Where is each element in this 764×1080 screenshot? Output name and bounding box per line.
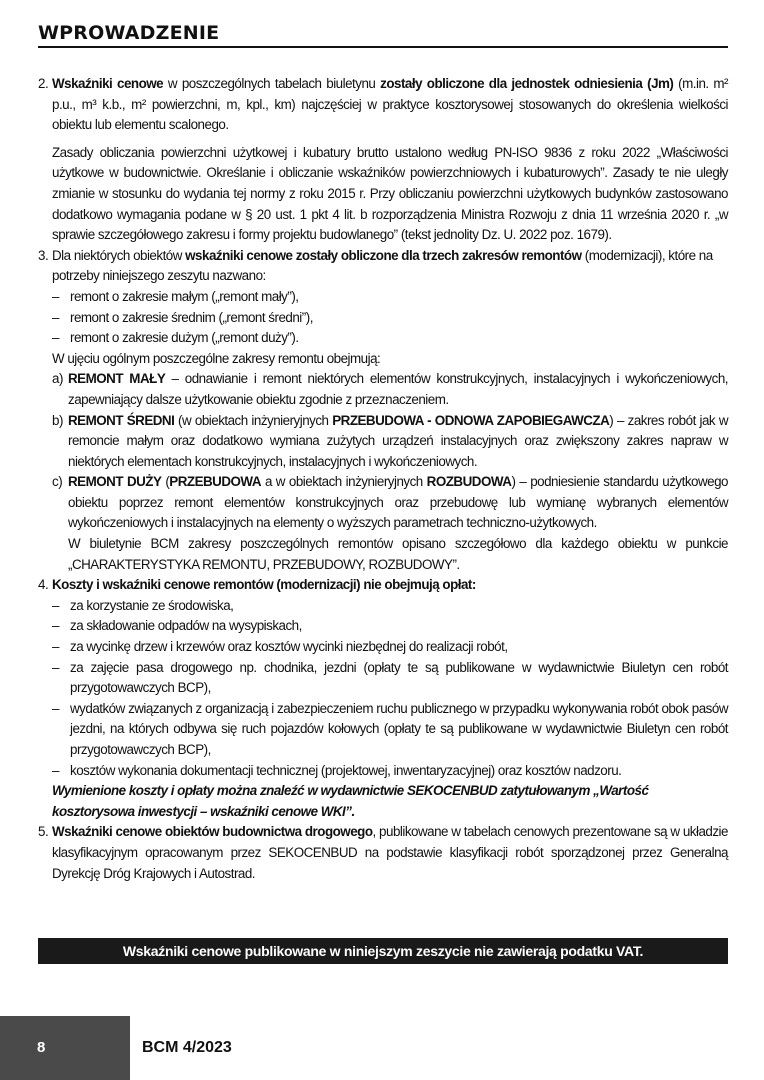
- list-item: – za zajęcie pasa drogowego np. chodnika, jezdni (opłaty te są publikowane w wydawnictwie Biuletyn cen robót przygotowawczych BCP),: [52, 659, 728, 696]
- header-rule: [38, 46, 728, 48]
- text: (m.in. m² p.u., m³ k.b., m² powierzchni, m, kpl., km) najczęściej w praktyce kosztorysowej stosowanych do określenia wielkości obiektu lub elementu scalonego.: [52, 76, 729, 133]
- point-4-note: Wymienione koszty i opłaty można znaleźć w wydawnictwie SEKOCENBUD zatytułowanym „Wartość kosztorysowa inwestycji – wskaźniki cenowe WKI”.: [52, 783, 649, 819]
- point-3-text: Dla niektórych obiektów wskaźniki cenowe zostały obliczone dla trzech zakresów remontów (modernizacji), które na potrzeby niniejszego zeszytu nazwano:: [52, 247, 713, 284]
- sub-item-b: b) REMONT ŚREDNI (w obiektach inżynieryjnych PRZEBUDOWA - ODNOWA ZAPOBIEGAWCZA) – zakres robót jak w remoncie małym oraz dodatkowo wymiana zużytych urządzeń instalacyjnych oraz zwiększony zakres napraw w niektórych elementach konstrukcyjnych, instalacyjnych i wykończeniowych.: [38, 411, 728, 473]
- lead-text: W ujęciu ogólnym poszczególne zakresy remontu obejmują:: [52, 350, 381, 366]
- bold-text: PRZEBUDOWA - ODNOWA ZAPOBIEGAWCZA: [332, 412, 610, 428]
- page-title: WPROWADZENIE: [38, 22, 220, 44]
- list-item: – kosztów wykonania dokumentacji technicznej (projektowej, inwentaryzacyjnej) oraz kosztów nadzoru.: [52, 762, 622, 778]
- vat-notice-bar: Wskaźniki cenowe publikowane w niniejszym zeszycie nie zawierają podatku VAT.: [38, 938, 728, 964]
- bold-text: PRZEBUDOWA: [169, 474, 262, 490]
- sub-item-c: c) REMONT DUŻY (PRZEBUDOWA a w obiektach inżynieryjnych ROZBUDOWA) – podniesienie standardu użytkowego obiektu poprzez remont elementów konstrukcyjnych oraz przebudowę lub wymianę wybranych elementów wykończeniowych i instalacyjnych na elementy o wyższych parametrach techniczno-użytkowych. W biuletynie BCM zakresy poszczególnych remontów opisano szczegółowo dla każdego obiektu w punkcie „CHARAKTERYSTYKA REMONTU, PRZEBUDOWY, ROZBUDOWY”.: [38, 472, 728, 575]
- bold-text: REMONT DUŻY: [68, 474, 162, 490]
- list-item: – remont o zakresie dużym („remont duży”).: [52, 330, 299, 346]
- point-4-title: Koszty i wskaźniki cenowe remontów (modernizacji) nie obejmują opłat:: [52, 577, 476, 593]
- list-item: – remont o zakresie średnim („remont średni”),: [52, 309, 313, 325]
- content: [38, 74, 728, 884]
- bold-text: wskaźniki cenowe zostały obliczone dla trzech zakresów remontów: [185, 247, 582, 263]
- list-item: – remont o zakresie małym („remont mały”),: [52, 288, 299, 304]
- point-2-text: [52, 74, 728, 136]
- bold-text: zostały obliczone dla jednostek odniesienia (Jm): [380, 76, 674, 91]
- point-number: 4.: [38, 577, 49, 593]
- c-note: W biuletynie BCM zakresy poszczególnych remontów opisano szczegółowo dla każdego obiektu w punkcie „CHARAKTERYSTYKA REMONTU, PRZEBUDOWY, ROZBUDOWY”.: [68, 536, 728, 572]
- bold-text: ROZBUDOWA: [426, 474, 512, 490]
- point-3: [38, 246, 728, 287]
- point-5: 5. Wskaźniki cenowe obiektów budownictwa drogowego, publikowane w tabelach cenowych prezentowane są w układzie klasyfikacyjnym opracowanym przez SEKOCENBUD na podstawie klasyfikacji robót sporządzonej przez Generalną Dyrekcję Dróg Krajowych i Autostrad.: [38, 822, 728, 884]
- list-item: – za wycinkę drzew i krzewów oraz kosztów wycinki niezbędnej do realizacji robót,: [52, 639, 508, 655]
- bold-text: Wskaźniki cenowe: [52, 76, 164, 91]
- sub-item-a: a) REMONT MAŁY – odnawianie i remont niektórych elementów konstrukcyjnych, instalacyjnych i wykończeniowych, zapewniający dalsze użytkowanie obiektu zgodnie z przeznaczeniem.: [38, 369, 728, 410]
- point-4: [38, 575, 728, 596]
- footer: [0, 1016, 764, 1080]
- point-number: 5.: [38, 824, 49, 840]
- list-item: – wydatków związanych z organizacją i zabezpieczeniem ruchu publicznego w przypadku wykonywania robót obok pasów jezdni, na których odbywa się ruch pojazdów kołowych (opłaty te są publikowane w wydawnictwie Biuletyn cen robót przygotowawczych BCP),: [52, 700, 728, 757]
- page-number: 8: [0, 1016, 130, 1080]
- bold-text: REMONT ŚREDNI: [68, 412, 175, 428]
- list-item: – za składowanie odpadów na wysypiskach,: [52, 618, 302, 634]
- point-2-paragraph: Zasady obliczania powierzchni użytkowej i kubatury brutto ustalono według PN-ISO 9836 z roku 2022 „Właściwości użytkowe w budownictwie. Określanie i obliczanie wskaźników powierzchniowych i kubaturowych”. Zasady te nie uległy zmianie w stosunku do wydania tej normy z roku 2015 r. Przy obliczaniu powierzchni użytkowych budynków zastosowano dodatkowo wymagania podane w § 20 ust. 1 pkt 4 lit. b rozporządzenia Ministra Rozwoju z dnia 11 września 2020 r. „w sprawie szczegółowego zakresu i formy projektu budowlanego” (tekst jednolity Dz. U. 2022 poz. 1679).: [52, 144, 728, 243]
- sub-label: a): [52, 371, 63, 387]
- point-number: 3.: [38, 247, 49, 263]
- sub-label: c): [52, 474, 63, 490]
- text: w poszczególnych tabelach biuletynu: [163, 76, 381, 91]
- publication-label: BCM 4/2023: [142, 1039, 232, 1056]
- bold-text: Wskaźniki cenowe obiektów budownictwa drogowego: [52, 824, 373, 840]
- bold-text: REMONT MAŁY: [68, 371, 166, 387]
- point-number: 2.: [38, 76, 49, 91]
- sub-label: b): [52, 412, 63, 428]
- list-item: – za korzystanie ze środowiska,: [52, 597, 234, 613]
- point-2: [38, 74, 728, 136]
